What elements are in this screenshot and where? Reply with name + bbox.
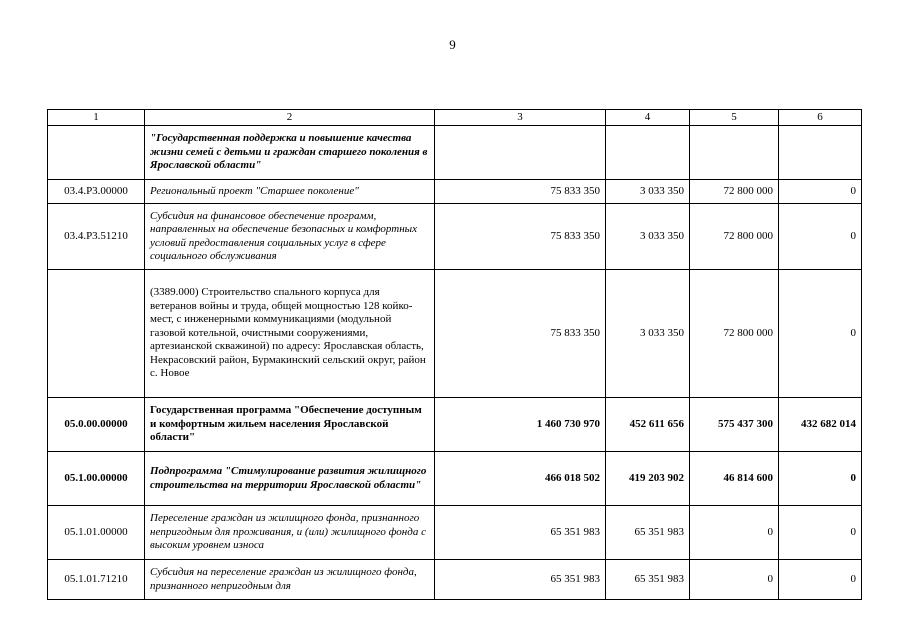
row-col5: 0 xyxy=(690,560,779,600)
table-row xyxy=(48,560,862,600)
table-row xyxy=(48,204,862,270)
row-code: 05.1.01.00000 xyxy=(48,506,145,560)
table-row xyxy=(48,452,862,506)
row-name: Государственная программа "Обеспечение доступным и комфортным жильем населения Ярославской области" xyxy=(145,398,435,452)
row-col4: 65 351 983 xyxy=(606,560,690,600)
row-col6: 0 xyxy=(779,452,862,506)
row-col5: 72 800 000 xyxy=(690,180,779,204)
row-total: 1 460 730 970 xyxy=(435,398,606,452)
row-col5: 72 800 000 xyxy=(690,270,779,398)
row-col5: 46 814 600 xyxy=(690,452,779,506)
page-number: 9 xyxy=(449,37,456,52)
row-total: 75 833 350 xyxy=(435,204,606,270)
row-name: (3389.000) Строительство спального корпуса для ветеранов войны и труда, общей мощностью 128 койко-мест, с инженерными коммуникациями (модульной газовой котельной, очистными сооружениями, артезианской скважиной) по адресу: Ярославская область, Некрасовский район, Бурмакинский сельский округ, район с. Новое xyxy=(145,270,435,398)
header-cell-2: 2 xyxy=(145,110,435,126)
row-col4: 65 351 983 xyxy=(606,506,690,560)
row-col6: 0 xyxy=(779,560,862,600)
table-row xyxy=(48,180,862,204)
row-col5: 575 437 300 xyxy=(690,398,779,452)
row-code: 03.4.Р3.00000 xyxy=(48,180,145,204)
row-name: Субсидия на переселение граждан из жилищного фонда, признанного непригодным для xyxy=(145,560,435,600)
row-total: 466 018 502 xyxy=(435,452,606,506)
row-code: 03.4.Р3.51210 xyxy=(48,204,145,270)
row-code xyxy=(48,126,145,180)
row-col6: 0 xyxy=(779,506,862,560)
row-name: Субсидия на финансовое обеспечение программ, направленных на обеспечение безопасных и комфортных условий предоставления социальных услуг в сфере социального обслуживания xyxy=(145,204,435,270)
row-col5: 0 xyxy=(690,506,779,560)
row-col6: 0 xyxy=(779,204,862,270)
row-name: "Государственная поддержка и повышение качества жизни семей с детьми и граждан старшего поколения в Ярославской области" xyxy=(145,126,435,180)
table-row xyxy=(48,398,862,452)
row-col4: 452 611 656 xyxy=(606,398,690,452)
row-col6: 0 xyxy=(779,270,862,398)
table-row xyxy=(48,126,862,180)
row-total: 65 351 983 xyxy=(435,506,606,560)
row-col4: 3 033 350 xyxy=(606,204,690,270)
row-total xyxy=(435,126,606,180)
row-col6: 432 682 014 xyxy=(779,398,862,452)
header-row xyxy=(48,110,862,126)
table-row xyxy=(48,270,862,398)
row-col6 xyxy=(779,126,862,180)
row-col5 xyxy=(690,126,779,180)
row-code: 05.1.00.00000 xyxy=(48,452,145,506)
row-col4: 3 033 350 xyxy=(606,180,690,204)
row-name: Региональный проект "Старшее поколение" xyxy=(145,180,435,204)
budget-table xyxy=(47,109,862,600)
row-total: 65 351 983 xyxy=(435,560,606,600)
header-cell-4: 4 xyxy=(606,110,690,126)
row-code xyxy=(48,270,145,398)
row-name: Переселение граждан из жилищного фонда, признанного непригодным для проживания, и (или) жилищного фонда с высоким уровнем износа xyxy=(145,506,435,560)
row-col4: 3 033 350 xyxy=(606,270,690,398)
row-col6: 0 xyxy=(779,180,862,204)
row-col4: 419 203 902 xyxy=(606,452,690,506)
row-code: 05.1.01.71210 xyxy=(48,560,145,600)
header-cell-6: 6 xyxy=(779,110,862,126)
row-col5: 72 800 000 xyxy=(690,204,779,270)
row-code: 05.0.00.00000 xyxy=(48,398,145,452)
row-total: 75 833 350 xyxy=(435,180,606,204)
row-name: Подпрограмма "Стимулирование развития жилищного строительства на территории Ярославской области" xyxy=(145,452,435,506)
header-cell-5: 5 xyxy=(690,110,779,126)
header-cell-3: 3 xyxy=(435,110,606,126)
row-total: 75 833 350 xyxy=(435,270,606,398)
header-cell-1: 1 xyxy=(48,110,145,126)
table-row xyxy=(48,506,862,560)
row-col4 xyxy=(606,126,690,180)
